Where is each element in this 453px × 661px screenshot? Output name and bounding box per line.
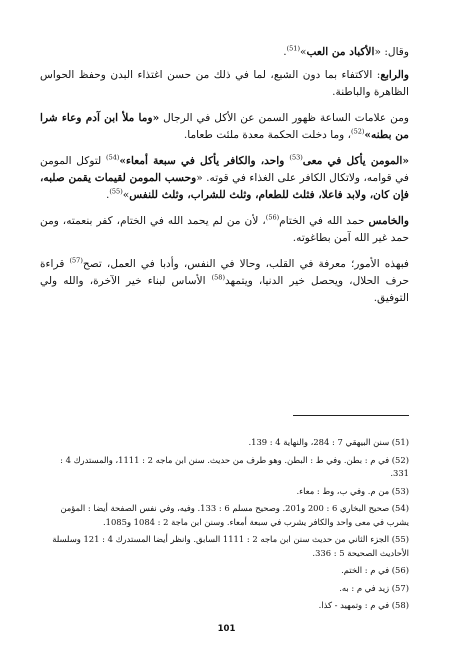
main-text <box>40 44 409 316</box>
footnote-ref-54: (54) <box>106 153 120 162</box>
bold-quote: «وما ملأ ابن آدم وعاء شرا من بطنه» <box>40 112 409 141</box>
text-run: . <box>105 189 110 201</box>
text-run: وقال: « <box>374 46 409 58</box>
footnote-text: سنن البيهقي 7 : 284، والنهاية 4 : 139. <box>248 437 390 447</box>
footnote <box>40 599 409 613</box>
page-number: 101 <box>217 624 236 634</box>
footnote-number: (55) <box>391 534 409 544</box>
footnote <box>40 564 409 578</box>
section-heading-fourth: والرابع <box>380 69 409 81</box>
footnote-number: (57) <box>391 582 409 593</box>
footnote-text: في م : بطن. وفي ط : البطن. وهو طرف من حديث. سنن ابن ماجه 2 : 1111، والمستدرك 4 : 331. <box>60 454 409 478</box>
bold-quote: الأكباد من العب <box>306 46 375 58</box>
bold-quote: واحد، والكافر يأكل في سبعة أمعاء» <box>119 155 290 167</box>
text-run: فبهذه الأمور؛ معرفة في القلب، وحالا في النفس، وأدبا في العمل، تصح <box>82 258 409 270</box>
paragraph-2 <box>40 67 409 101</box>
bold-quote: «المومن يأكل في معى <box>302 155 409 167</box>
footnote-text: في م : الختم. <box>341 565 390 575</box>
footnote <box>40 454 409 481</box>
footnote-ref-58: (58) <box>211 273 225 282</box>
footnote-separator <box>293 415 409 416</box>
paragraph-1 <box>40 44 409 61</box>
paragraph-3 <box>40 110 409 144</box>
text-run: » <box>122 189 130 201</box>
text-run: . <box>283 46 287 58</box>
footnote-number: (56) <box>391 565 409 575</box>
footnote-ref-52: (52) <box>351 127 365 136</box>
bold-quote: وحسب المومن لقيمات يقمن صلبه، فإن كان، ولابد فاعلا، فثلث للطعام، وثلث للشراب، وثلث للنفس <box>40 172 409 201</box>
text-run: ، وما دخلت الحكمة معدة ملئت طعاما. <box>183 129 352 141</box>
paragraph-6 <box>40 256 409 307</box>
footnote-ref-51: (51) <box>286 44 300 53</box>
paragraph-5 <box>40 213 409 247</box>
footnote-number: (54) <box>391 503 409 513</box>
footnote-number: (52) <box>391 454 409 465</box>
text-run: ومن علامات الساعة ظهور السمن عن الأكل في الرجال <box>159 112 409 124</box>
section-heading-fifth: والخامس <box>368 215 409 227</box>
footnote <box>40 582 409 596</box>
text-run: : الاكتفاء بما دون الشبع، لما في ذلك من حسن اغتذاء البدن وحفظ الحواس الظاهرة والباطنة. <box>40 69 409 98</box>
footnote-ref-56: (56) <box>265 213 280 222</box>
footnote-text: زيد في م : به. <box>339 582 390 593</box>
footnote-number: (51) <box>391 437 409 447</box>
paragraph-4 <box>40 153 409 204</box>
footnote-text: صحيح البخاري 6 : 200 و201. وصحيح مسلم 6 : 133. وفيه، وفي نفس الصفحة أيضا : المؤمن يشرب في معى واحد والكافر يشرب في سبعة أمعاء. وسنن ابن ماجة 2 : 1084 و1085. <box>60 503 409 527</box>
footnote-number: (53) <box>391 485 409 496</box>
footnote-text: في م : وتمهيد - كذا. <box>318 600 390 610</box>
footnote-ref-57: (57) <box>69 256 83 265</box>
footnote-text: من م. وفي ب، وط : معاء. <box>296 485 390 496</box>
footnote <box>40 533 409 560</box>
footnote <box>40 485 409 499</box>
footnote-number: (58) <box>391 600 409 610</box>
footnote-ref-53: (53) <box>289 153 303 162</box>
text-run: لتوكل المومن في قوامه، ولاتكال الكافر على الغذاء في قوته. « <box>40 155 409 184</box>
footnote <box>40 502 409 529</box>
text-run: الأساس لبناء خير الآخرة، والله ولي التوفيق. <box>40 275 409 304</box>
footnote <box>40 436 409 450</box>
text-run: » <box>300 46 307 58</box>
text-run: قراءة حرف الحلال، ويحصل خير الدنيا، ويتمهد <box>40 258 409 287</box>
text-run: حمد الله في الختام <box>279 215 369 227</box>
footnotes <box>40 436 409 617</box>
footnote-ref-55: (55) <box>109 187 123 196</box>
footnote-text: الجزء الثاني من حديث سنن ابن ماجه 2 : 1111 السابق. وانظر أيضا المستدرك 4 : 121 وسلسلة الأحاديث الصحيحة 5 : 336. <box>52 534 409 558</box>
text-run: ، لأن من لم يحمد الله في الختام، كفر بنعمته، ومن حمد غير الله آمن بطاغوته. <box>40 215 409 244</box>
